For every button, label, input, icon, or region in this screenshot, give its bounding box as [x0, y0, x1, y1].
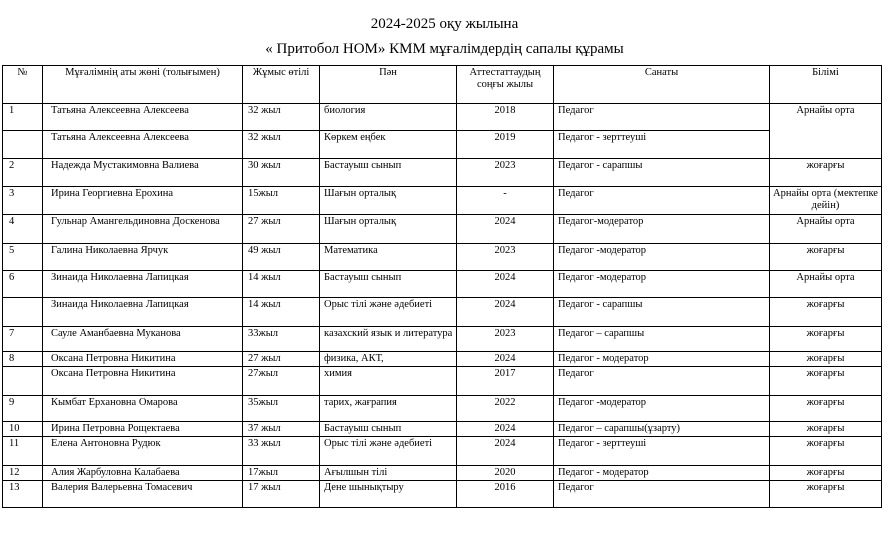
cell-att-year: 2020	[457, 466, 554, 481]
cell-years: 49 жыл	[243, 244, 320, 271]
cell-years: 33 жыл	[243, 437, 320, 466]
cell-name: Елена Антоновна Рудюк	[43, 437, 243, 466]
cell-category: Педагог-модератор	[554, 215, 770, 244]
cell-category: Педагог - сарапшы	[554, 159, 770, 187]
cell-num: 11	[3, 437, 43, 466]
table-row	[3, 396, 882, 422]
cell-num: 5	[3, 244, 43, 271]
table-row	[3, 422, 882, 437]
cell-num: 13	[3, 481, 43, 508]
cell-category: Педагог	[554, 481, 770, 508]
cell-name: Татьяна Алексеевна Алексеева	[43, 104, 243, 131]
cell-name: Валерия Валерьевна Томасевич	[43, 481, 243, 508]
cell-subject: Математика	[320, 244, 457, 271]
cell-years: 37 жыл	[243, 422, 320, 437]
cell-category: Педагог - зерттеуші	[554, 131, 770, 159]
cell-education: жоғарғы	[770, 396, 882, 422]
cell-years: 14 жыл	[243, 271, 320, 298]
cell-category: Педагог – сарапшы(ұзарту)	[554, 422, 770, 437]
cell-education: жоғарғы	[770, 367, 882, 396]
cell-years: 27 жыл	[243, 215, 320, 244]
cell-education: жоғарғы	[770, 437, 882, 466]
cell-num: 8	[3, 352, 43, 367]
cell-subject: Ағылшын тілі	[320, 466, 457, 481]
table-row	[3, 131, 882, 159]
cell-num: 7	[3, 327, 43, 352]
cell-num: 4	[3, 215, 43, 244]
header-category: Санаты	[554, 66, 770, 104]
cell-category: Педагог - сарапшы	[554, 298, 770, 327]
cell-education: жоғарғы	[770, 298, 882, 327]
cell-years: 17 жыл	[243, 481, 320, 508]
cell-name: Зинаида Николаевна Лапицкая	[43, 271, 243, 298]
cell-subject: казахский язык и литература	[320, 327, 457, 352]
header-education: Білімі	[770, 66, 882, 104]
table-row	[3, 215, 882, 244]
table-row	[3, 187, 882, 215]
cell-subject: Көркем еңбек	[320, 131, 457, 159]
table-row	[3, 437, 882, 466]
cell-att-year: 2019	[457, 131, 554, 159]
cell-education: Арнайы орта (мектепке дейін)	[770, 187, 882, 215]
cell-category: Педагог	[554, 104, 770, 131]
cell-att-year: 2022	[457, 396, 554, 422]
title-line-1: 2024-2025 оқу жылына	[370, 16, 519, 32]
cell-category: Педагог - модератор	[554, 352, 770, 367]
header-row	[3, 66, 882, 104]
cell-num	[3, 298, 43, 327]
cell-att-year: 2024	[457, 215, 554, 244]
title-line-2: « Притобол НОМ» КММ мұғалімдердің сапалы құрамы	[265, 41, 624, 57]
cell-education: жоғарғы	[770, 159, 882, 187]
cell-num: 6	[3, 271, 43, 298]
cell-name: Ирина Петровна Рощектаева	[43, 422, 243, 437]
cell-name: Алия Жарбуловна Калабаева	[43, 466, 243, 481]
cell-education: жоғарғы	[770, 244, 882, 271]
table-row	[3, 481, 882, 508]
cell-education: жоғарғы	[770, 466, 882, 481]
cell-att-year: 2023	[457, 159, 554, 187]
cell-att-year: 2023	[457, 327, 554, 352]
cell-num: 1	[3, 104, 43, 131]
table-row	[3, 367, 882, 396]
cell-num	[3, 131, 43, 159]
cell-category: Педагог - зерттеуші	[554, 437, 770, 466]
cell-years: 15жыл	[243, 187, 320, 215]
cell-subject: Бастауыш сынып	[320, 422, 457, 437]
table-row	[3, 352, 882, 367]
cell-name: Галина Николаевна Ярчук	[43, 244, 243, 271]
table-row	[3, 271, 882, 298]
cell-name: Оксана Петровна Никитина	[43, 367, 243, 396]
cell-name: Оксана Петровна Никитина	[43, 352, 243, 367]
cell-att-year: 2024	[457, 352, 554, 367]
cell-att-year: 2018	[457, 104, 554, 131]
cell-education: Арнайы орта	[770, 104, 882, 131]
cell-subject: Бастауыш сынып	[320, 271, 457, 298]
cell-att-year: -	[457, 187, 554, 215]
cell-num	[3, 367, 43, 396]
cell-subject: химия	[320, 367, 457, 396]
cell-subject: Шағын орталық	[320, 187, 457, 215]
teachers-table	[2, 65, 882, 508]
cell-num: 3	[3, 187, 43, 215]
cell-name: Ирина Георгиевна Ерохина	[43, 187, 243, 215]
cell-num: 10	[3, 422, 43, 437]
cell-subject: Бастауыш сынып	[320, 159, 457, 187]
cell-subject: тарих, жағрапия	[320, 396, 457, 422]
cell-subject: Орыс тілі және әдебиеті	[320, 298, 457, 327]
cell-education	[770, 131, 882, 159]
table-row	[3, 466, 882, 481]
table-row	[3, 298, 882, 327]
header-name: Мұғалімнің аты жөні (толығымен)	[43, 66, 243, 104]
cell-att-year: 2024	[457, 298, 554, 327]
table-row	[3, 327, 882, 352]
header-years: Жұмыс өтілі	[243, 66, 320, 104]
cell-education: Арнайы орта	[770, 215, 882, 244]
cell-years: 32 жыл	[243, 104, 320, 131]
cell-years: 33жыл	[243, 327, 320, 352]
cell-subject: физика, АКТ,	[320, 352, 457, 367]
cell-subject: Орыс тілі және әдебиеті	[320, 437, 457, 466]
cell-att-year: 2024	[457, 422, 554, 437]
table-row	[3, 244, 882, 271]
cell-subject: Шағын орталық	[320, 215, 457, 244]
cell-name: Зинаида Николаевна Лапицкая	[43, 298, 243, 327]
cell-years: 14 жыл	[243, 298, 320, 327]
cell-name: Гульнар Амангельдиновна Доскенова	[43, 215, 243, 244]
cell-category: Педагог -модератор	[554, 271, 770, 298]
cell-years: 27 жыл	[243, 352, 320, 367]
cell-category: Педагог – сарапшы	[554, 327, 770, 352]
cell-num: 2	[3, 159, 43, 187]
cell-category: Педагог -модератор	[554, 396, 770, 422]
cell-num: 9	[3, 396, 43, 422]
cell-name: Надежда Мустакимовна Валиева	[43, 159, 243, 187]
cell-att-year: 2024	[457, 271, 554, 298]
cell-category: Педагог -модератор	[554, 244, 770, 271]
cell-years: 17жыл	[243, 466, 320, 481]
cell-att-year: 2023	[457, 244, 554, 271]
cell-name: Сауле Аманбаевна Муканова	[43, 327, 243, 352]
cell-category: Педагог - модератор	[554, 466, 770, 481]
cell-att-year: 2024	[457, 437, 554, 466]
cell-education: жоғарғы	[770, 481, 882, 508]
cell-years: 32 жыл	[243, 131, 320, 159]
cell-years: 35жыл	[243, 396, 320, 422]
table-row	[3, 159, 882, 187]
cell-category: Педагог	[554, 187, 770, 215]
table-row	[3, 104, 882, 131]
cell-years: 30 жыл	[243, 159, 320, 187]
cell-att-year: 2017	[457, 367, 554, 396]
cell-years: 27жыл	[243, 367, 320, 396]
cell-name: Кымбат Ерхановна Омарова	[43, 396, 243, 422]
cell-att-year: 2016	[457, 481, 554, 508]
header-att-year: Аттестаттаудың соңғы жылы	[457, 66, 554, 104]
cell-education: жоғарғы	[770, 422, 882, 437]
cell-name: Татьяна Алексеевна Алексеева	[43, 131, 243, 159]
cell-subject: Дене шынықтыру	[320, 481, 457, 508]
cell-education: жоғарғы	[770, 327, 882, 352]
header-subject: Пән	[320, 66, 457, 104]
cell-category: Педагог	[554, 367, 770, 396]
cell-education: Арнайы орта	[770, 271, 882, 298]
header-num: №	[3, 66, 43, 104]
cell-num: 12	[3, 466, 43, 481]
cell-subject: биология	[320, 104, 457, 131]
cell-education: жоғарғы	[770, 352, 882, 367]
